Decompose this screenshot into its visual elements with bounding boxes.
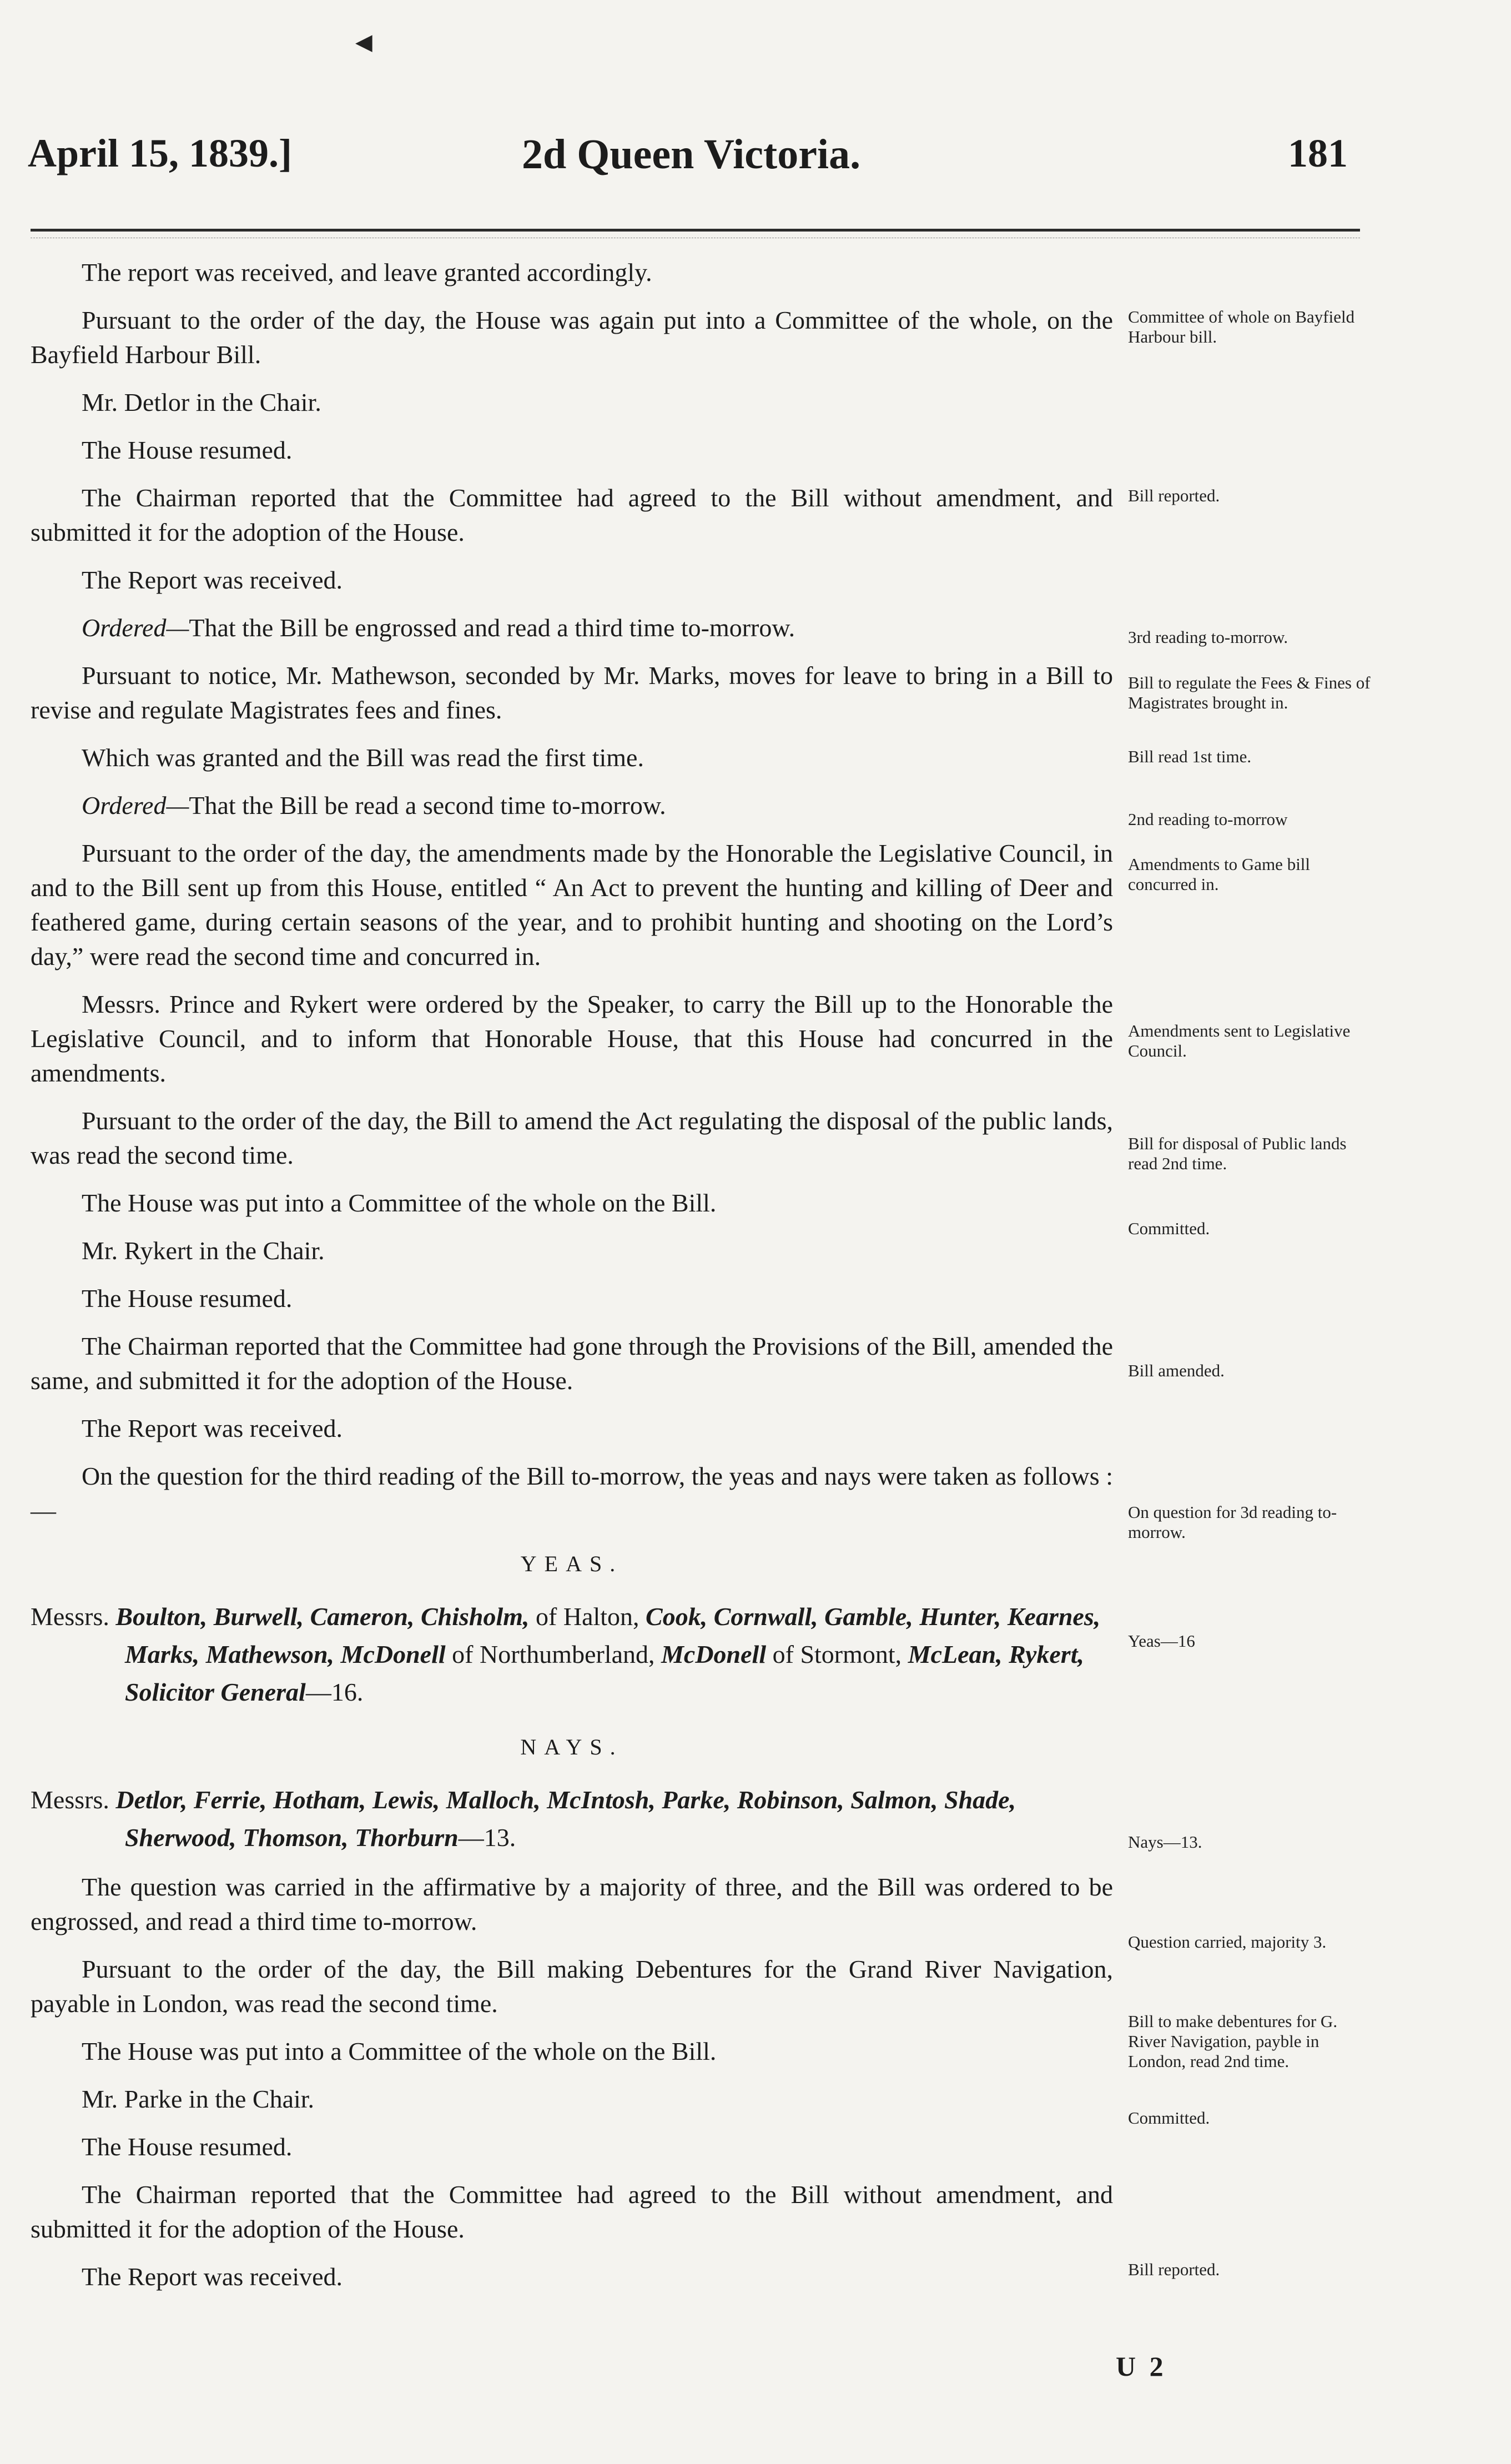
marginal-note: Amendments sent to Legislative Council. — [1128, 1021, 1351, 1060]
page-date: April 15, 1839.] — [28, 131, 292, 175]
ordered-paragraph — [31, 788, 1113, 823]
marginal-note: Committee of whole on Bayfield Harbour bill. — [1128, 307, 1355, 346]
yeas-count: —16. — [305, 1678, 364, 1706]
paragraph: The House resumed. — [82, 2133, 293, 2161]
marginal-note: Question carried, majority 3. — [1128, 1932, 1327, 1952]
header-rule — [31, 229, 1360, 232]
yeas-place: of Northumberland, — [445, 1640, 662, 1668]
paragraph: The Chairman reported that the Committee had agreed to the Bill without amendment, and submitted it for the adoption of the House. — [31, 2180, 1113, 2243]
yeas-place: of Halton, — [529, 1602, 646, 1631]
nays-list — [31, 1781, 1113, 1857]
paragraph: The Chairman reported that the Committee had agreed to the Bill without amendment, and submitted it for the adoption of the House. — [31, 484, 1113, 546]
marginal-note: Bill reported. — [1128, 486, 1220, 505]
marginal-note: Amendments to Game bill concurred in. — [1128, 854, 1311, 894]
paragraph: Pursuant to the order of the day, the House was again put into a Committee of the whole, on the Bayfield Harbour Bill. — [31, 306, 1113, 369]
paragraph: On the question for the third reading of the Bill to-morrow, the yeas and nays were taken as follows :— — [31, 1462, 1113, 1525]
marginal-note: Bill reported. — [1128, 2260, 1220, 2279]
marginal-note: 2nd reading to-morrow — [1128, 809, 1288, 829]
yeas-names: Boulton, Burwell, Cameron, Chisholm, — [115, 1602, 530, 1631]
marginal-note: Yeas—16 — [1128, 1631, 1195, 1651]
paragraph: The Report was received. — [82, 566, 343, 594]
paragraph: The Report was received. — [82, 1414, 343, 1442]
paragraph: The House resumed. — [82, 436, 293, 464]
marginal-note: Bill to regulate the Fees & Fines of Magistrates brought in. — [1128, 673, 1371, 712]
paragraph: The House was put into a Committee of the whole on the Bill. — [82, 1189, 717, 1217]
paragraph: Which was granted and the Bill was read the first time. — [82, 743, 644, 772]
ordered-label: Ordered— — [82, 791, 189, 819]
paragraph: Pursuant to the order of the day, the Bill to amend the Act regulating the disposal of the public lands, was read the second time. — [31, 1107, 1113, 1169]
paragraph: Pursuant to the order of the day, the Bill making Debentures for the Grand River Navigation, payable in London, was read the second time. — [31, 1955, 1113, 2018]
ordered-text: That the Bill be read a second time to-morrow. — [189, 791, 666, 819]
paragraph: The House resumed. — [82, 1284, 293, 1313]
nays-heading: NAYS. — [520, 1734, 623, 1759]
marginal-note: 3rd reading to-morrow. — [1128, 627, 1288, 647]
page-title: 2d Queen Victoria. — [522, 131, 861, 178]
paragraph: Mr. Detlor in the Chair. — [82, 388, 321, 416]
marginal-note: Bill amended. — [1128, 1361, 1225, 1380]
printer-mark-icon: ◀ — [355, 29, 372, 54]
yeas-heading: YEAS. — [520, 1551, 623, 1576]
paragraph: Messrs. Prince and Rykert were ordered by the Speaker, to carry the Bill up to the Honorable the Legislative Council, and to inform that Honorable House, that this House had concurred in the amendments. — [31, 990, 1113, 1087]
signature-mark: U 2 — [1116, 2351, 1167, 2382]
nays-names: Detlor, Ferrie, Hotham, Lewis, Malloch, McIntosh, Parke, Robinson, Salmon, Shade, Sherwood, Thomson, Thorburn — [115, 1786, 1016, 1852]
yeas-names: McDonell — [661, 1640, 767, 1668]
paragraph: The Chairman reported that the Committee had gone through the Provisions of the Bill, amended the same, and submitted it for the adoption of the House. — [31, 1332, 1113, 1395]
yeas-prefix: Messrs. — [31, 1602, 109, 1631]
marginal-note: On question for 3d reading to-morrow. — [1128, 1502, 1337, 1542]
paragraph: The House was put into a Committee of the whole on the Bill. — [82, 2037, 717, 2065]
nays-prefix: Messrs. — [31, 1786, 109, 1814]
marginal-note: Bill to make debentures for G. River Navigation, payble in London, read 2nd time. — [1128, 2012, 1338, 2071]
nays-count: —13. — [458, 1823, 516, 1852]
ordered-paragraph — [31, 611, 1113, 645]
paragraph: Mr. Parke in the Chair. — [82, 2085, 315, 2113]
yeas-names: Cook, Cornwall, Gamble, Hunter, Kearnes, Marks, Mathewson, McDonell — [125, 1602, 1101, 1668]
main-text — [31, 255, 1113, 2307]
paragraph: The question was carried in the affirmative by a majority of three, and the Bill was ordered to be engrossed, and read a third time to-morrow. — [31, 1873, 1113, 1935]
paragraph: The Report was received. — [82, 2262, 343, 2291]
marginal-note: Committed. — [1128, 1219, 1210, 1238]
yeas-list — [31, 1598, 1113, 1711]
marginal-note: Bill for disposal of Public lands read 2nd time. — [1128, 1134, 1347, 1173]
marginal-note: Committed. — [1128, 2108, 1210, 2128]
paragraph: Pursuant to notice, Mr. Mathewson, seconded by Mr. Marks, moves for leave to bring in a Bill to revise and regulate Magistrates fees and fines. — [31, 661, 1113, 724]
marginal-note: Nays—13. — [1128, 1832, 1202, 1852]
ordered-label: Ordered— — [82, 614, 189, 642]
marginal-note: Bill read 1st time. — [1128, 747, 1252, 766]
paragraph: Pursuant to the order of the day, the amendments made by the Honorable the Legislative Council, in and to the Bill sent up from this House, entitled “ An Act to prevent the hunting and killing of Deer and feathered game, during certain seasons of the year, and to prohibit hunting and shooting on the Lord’s day,” were read the second time and concurred in. — [31, 839, 1113, 970]
yeas-place: of Stormont, — [766, 1640, 908, 1668]
page-number: 181 — [1288, 131, 1348, 175]
ordered-text: That the Bill be engrossed and read a third time to-morrow. — [189, 614, 795, 642]
yeas-names: McLean, Rykert, Solicitor General — [125, 1640, 1084, 1706]
paragraph: The report was received, and leave granted accordingly. — [82, 258, 652, 286]
paragraph: Mr. Rykert in the Chair. — [82, 1236, 325, 1265]
